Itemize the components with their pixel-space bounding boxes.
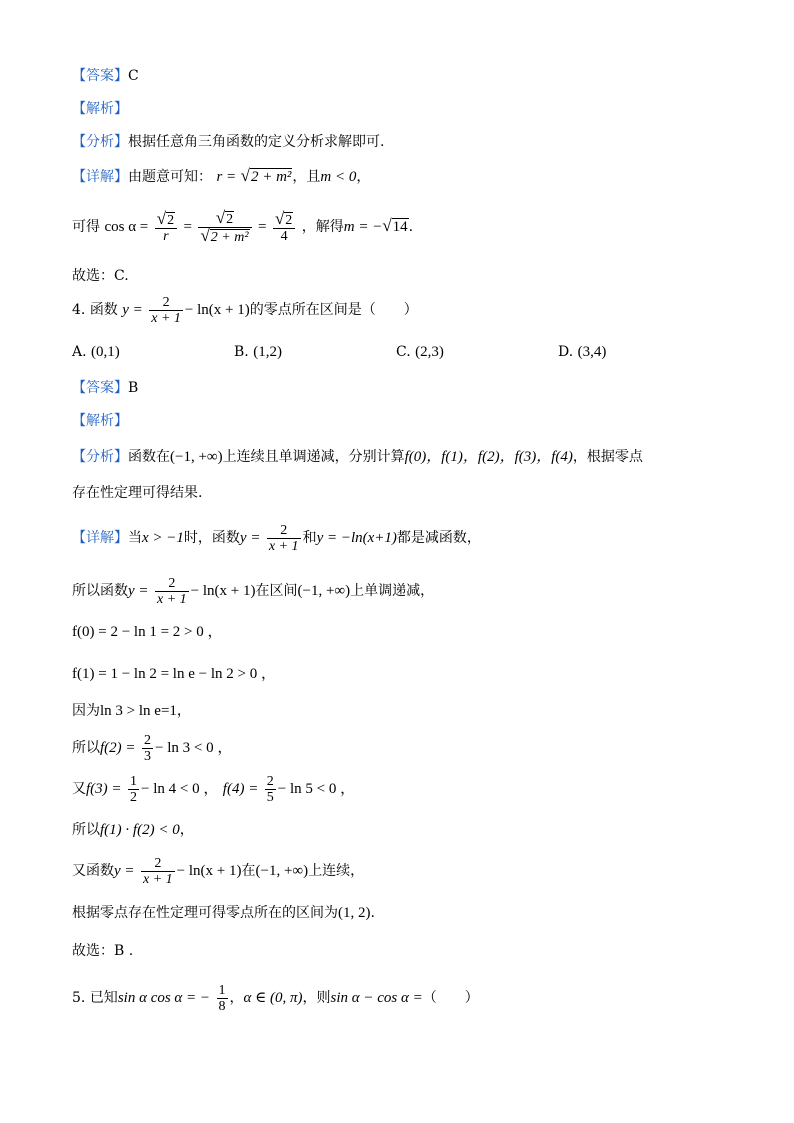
fraction-denominator: x + 1 (156, 591, 187, 607)
ln-expression: − ln(x + 1) (184, 302, 250, 318)
detail-text: 所以 (72, 822, 100, 838)
fraction (267, 523, 301, 554)
q4-fenxi-continuation (72, 483, 202, 503)
f4-lhs: f(4) = (222, 781, 259, 797)
q4-f1-line (72, 664, 276, 684)
sincos-expression: sin α cos α = − (117, 990, 211, 1006)
detail-text: 所以 (72, 740, 100, 756)
m-expression: m = − (343, 219, 383, 235)
detail-tag: 【详解】 (72, 169, 128, 185)
fenxi-text: 函数在 (128, 449, 170, 465)
detail-text: ， (179, 822, 194, 838)
fenxi-tag: 【分析】 (72, 449, 128, 465)
fenxi-text: 存在性定理可得结果. (72, 485, 203, 501)
fraction (128, 774, 139, 805)
detail-text: 又函数 (72, 863, 114, 879)
q4-because-line (72, 701, 191, 721)
stem-text: 已知 (89, 990, 118, 1006)
radicand: 2 + m² (210, 229, 249, 245)
sqrt-expression: √14 (382, 216, 408, 235)
option-value: (1,2) (253, 344, 282, 360)
fraction-denominator: 3 (143, 748, 151, 764)
detail-text: 时，函数 (183, 530, 240, 546)
fraction (217, 983, 228, 1014)
q4-detail-line-1 (72, 520, 481, 556)
equals-sign: = (183, 219, 192, 235)
ln-expression: − ln(x + 1) (176, 863, 242, 879)
answer-tag: 【答案】 (72, 68, 128, 84)
detail-text: 因为 (72, 703, 100, 719)
y2-expression: y = −ln(x+1) (316, 530, 397, 546)
q5-stem (72, 980, 479, 1016)
f3-lhs: f(3) = (86, 781, 122, 797)
y-expression: y = (128, 583, 149, 599)
fraction (141, 856, 175, 887)
fenxi-text: ，根据零点 (572, 449, 643, 465)
detail-text: 在 (241, 863, 256, 879)
detail-text: ， (176, 703, 191, 719)
choose-text: 故选：B . (72, 943, 134, 959)
q4-f2-line (72, 730, 232, 766)
fraction-numerator: 2 (155, 576, 189, 592)
fraction-numerator: 2 (149, 295, 183, 311)
detail-text: 在区间 (255, 583, 298, 599)
q4-continuity-line (72, 853, 364, 889)
f2-lhs: f(2) = (100, 740, 136, 756)
fraction-numerator: 2 (266, 773, 274, 789)
radicand: 2 + m² (250, 169, 292, 185)
detail-text: 上连续， (308, 863, 365, 879)
detail-text: 由题意可知： (128, 169, 212, 185)
fraction: $\frac{√2}{4}$ (273, 211, 295, 244)
fraction-numerator: 2 (267, 523, 301, 539)
q4-options (72, 342, 732, 362)
f1-expression: f(1) = 1 − ln 2 = ln e − ln 2 > 0 ， (72, 666, 276, 682)
analysis-tag: 【解析】 (72, 101, 128, 117)
q4-choose-line (72, 941, 133, 961)
stem-text: 函数 (89, 302, 118, 318)
because-expression: ln 3 > ln e=1 (100, 703, 177, 719)
condition-expression: m < 0 (320, 169, 357, 185)
radicand: 2 (285, 212, 293, 228)
option-letter: C. (396, 344, 411, 360)
ln-expression: − ln(x + 1) (190, 583, 256, 599)
fraction-numerator: 2 (141, 856, 175, 872)
fraction-numerator: 2 (143, 732, 151, 748)
fraction (149, 295, 183, 326)
f0-expression: f(0) = 2 − ln 1 = 2 > 0 ， (72, 624, 223, 640)
option-a[interactable] (72, 342, 120, 362)
y-expression: y = (239, 530, 261, 546)
target-expression: sin α − cos α = (330, 990, 423, 1006)
q3-detail-line-1 (72, 166, 370, 187)
q3-detail-line-2 (72, 208, 413, 245)
equals-sign: = (258, 219, 267, 235)
r-expression: r = (216, 169, 237, 185)
fraction-denominator: x + 1 (142, 871, 173, 887)
fraction (142, 733, 153, 764)
fraction-numerator: 1 (129, 773, 137, 789)
detail-text: 都是减函数， (396, 530, 481, 546)
answer-tag: 【答案】 (72, 380, 128, 396)
fraction-denominator: 5 (266, 789, 274, 805)
detail-text: 上单调递减， (350, 583, 435, 599)
q4-f3-f4-line (72, 771, 355, 807)
fenxi-text: 根据任意角三角函数的定义分析求解即可. (128, 134, 385, 150)
option-value: (0,1) (91, 344, 120, 360)
detail-text: 根据零点存在性定理可得零点所在的区间为 (72, 905, 338, 921)
q4-answer-line (72, 378, 138, 398)
radicand: 2 (167, 212, 175, 228)
detail-text: 和 (302, 530, 317, 546)
q4-fenxi-line (72, 447, 643, 467)
option-b[interactable] (234, 342, 282, 362)
detail-text: 又 (72, 781, 86, 797)
q3-choose-line (72, 266, 129, 286)
question-number: 4. (72, 302, 86, 318)
comma: ， (356, 169, 371, 185)
option-value: (2,3) (415, 344, 444, 360)
analysis-tag: 【解析】 (72, 413, 128, 429)
option-value: (3,4) (577, 344, 607, 360)
stem-text: （ ） (422, 990, 479, 1006)
detail-tag: 【详解】 (72, 530, 128, 546)
stem-text: 的零点所在区间是（ ） (249, 302, 418, 318)
stem-text: ，则 (302, 990, 331, 1006)
f3-rhs: − ln 4 < 0 ， (140, 781, 219, 797)
interval-expression: (−1, +∞) (255, 863, 309, 879)
interval-expression: (1, 2) (338, 905, 371, 921)
fraction (155, 576, 189, 607)
fraction-denominator: 8 (218, 998, 226, 1014)
option-c[interactable] (396, 342, 444, 362)
option-letter: B. (234, 344, 249, 360)
q4-product-line (72, 820, 194, 840)
sqrt-expression: √2 + m² (240, 166, 292, 185)
f2-rhs: − ln 3 < 0 ， (154, 740, 233, 756)
y-expression: y = (122, 302, 143, 318)
q3-answer-line (72, 66, 139, 86)
fraction-denominator: x + 1 (151, 310, 181, 326)
answer-value: C (128, 68, 139, 84)
detail-text: ，且 (292, 169, 321, 185)
detail-text: 当 (128, 530, 142, 546)
period: . (408, 219, 414, 235)
q4-analysis-heading (72, 411, 128, 431)
alpha-condition: α ∈ (0, π) (243, 990, 303, 1006)
interval-expression: (−1, +∞) (170, 449, 223, 465)
product-expression: f(1) · f(2) < 0 (100, 822, 180, 838)
q3-fenxi-line (72, 132, 384, 152)
fraction-denominator: 2 (129, 789, 137, 805)
fraction-denominator: r (163, 228, 169, 244)
y-expression: y = (114, 863, 135, 879)
answer-value: B (128, 380, 139, 396)
choose-text: 故选：C. (72, 268, 129, 284)
stem-text: ， (229, 990, 244, 1006)
q4-monotonic-line (72, 573, 434, 609)
q3-analysis-heading (72, 99, 128, 119)
fraction-denominator: x + 1 (268, 538, 299, 554)
fenxi-tag: 【分析】 (72, 134, 128, 150)
option-d[interactable] (558, 342, 606, 362)
option-letter: D. (558, 344, 574, 360)
radicand: 14 (392, 219, 408, 235)
question-number: 5. (72, 990, 86, 1006)
fraction (265, 774, 276, 805)
fraction-numerator: 1 (218, 982, 226, 998)
interval-expression: (−1, +∞) (297, 583, 351, 599)
f4-rhs: − ln 5 < 0 ， (277, 781, 356, 797)
q4-f0-line (72, 622, 223, 642)
fenxi-text: 上连续且单调递减，分别计算 (222, 449, 405, 465)
fraction: $\frac{√2}{\text{√2 + m²}}$ (198, 210, 251, 245)
condition-expression: x > −1 (142, 530, 184, 546)
detail-text: 所以函数 (72, 583, 128, 599)
fraction-denominator: 4 (280, 228, 288, 244)
detail-text: ，解得 (301, 219, 344, 235)
detail-text: 可得 (72, 219, 100, 235)
fraction: $\frac{√2}{r}$ (155, 211, 177, 244)
q4-conclusion-line (72, 903, 375, 923)
q4-stem (72, 292, 418, 328)
cos-expression: cos α = (104, 219, 149, 235)
radicand: 2 (226, 211, 234, 227)
function-values: f(0)，f(1)，f(2)，f(3)，f(4) (404, 449, 573, 465)
detail-text: . (370, 905, 375, 921)
option-letter: A. (72, 344, 87, 360)
